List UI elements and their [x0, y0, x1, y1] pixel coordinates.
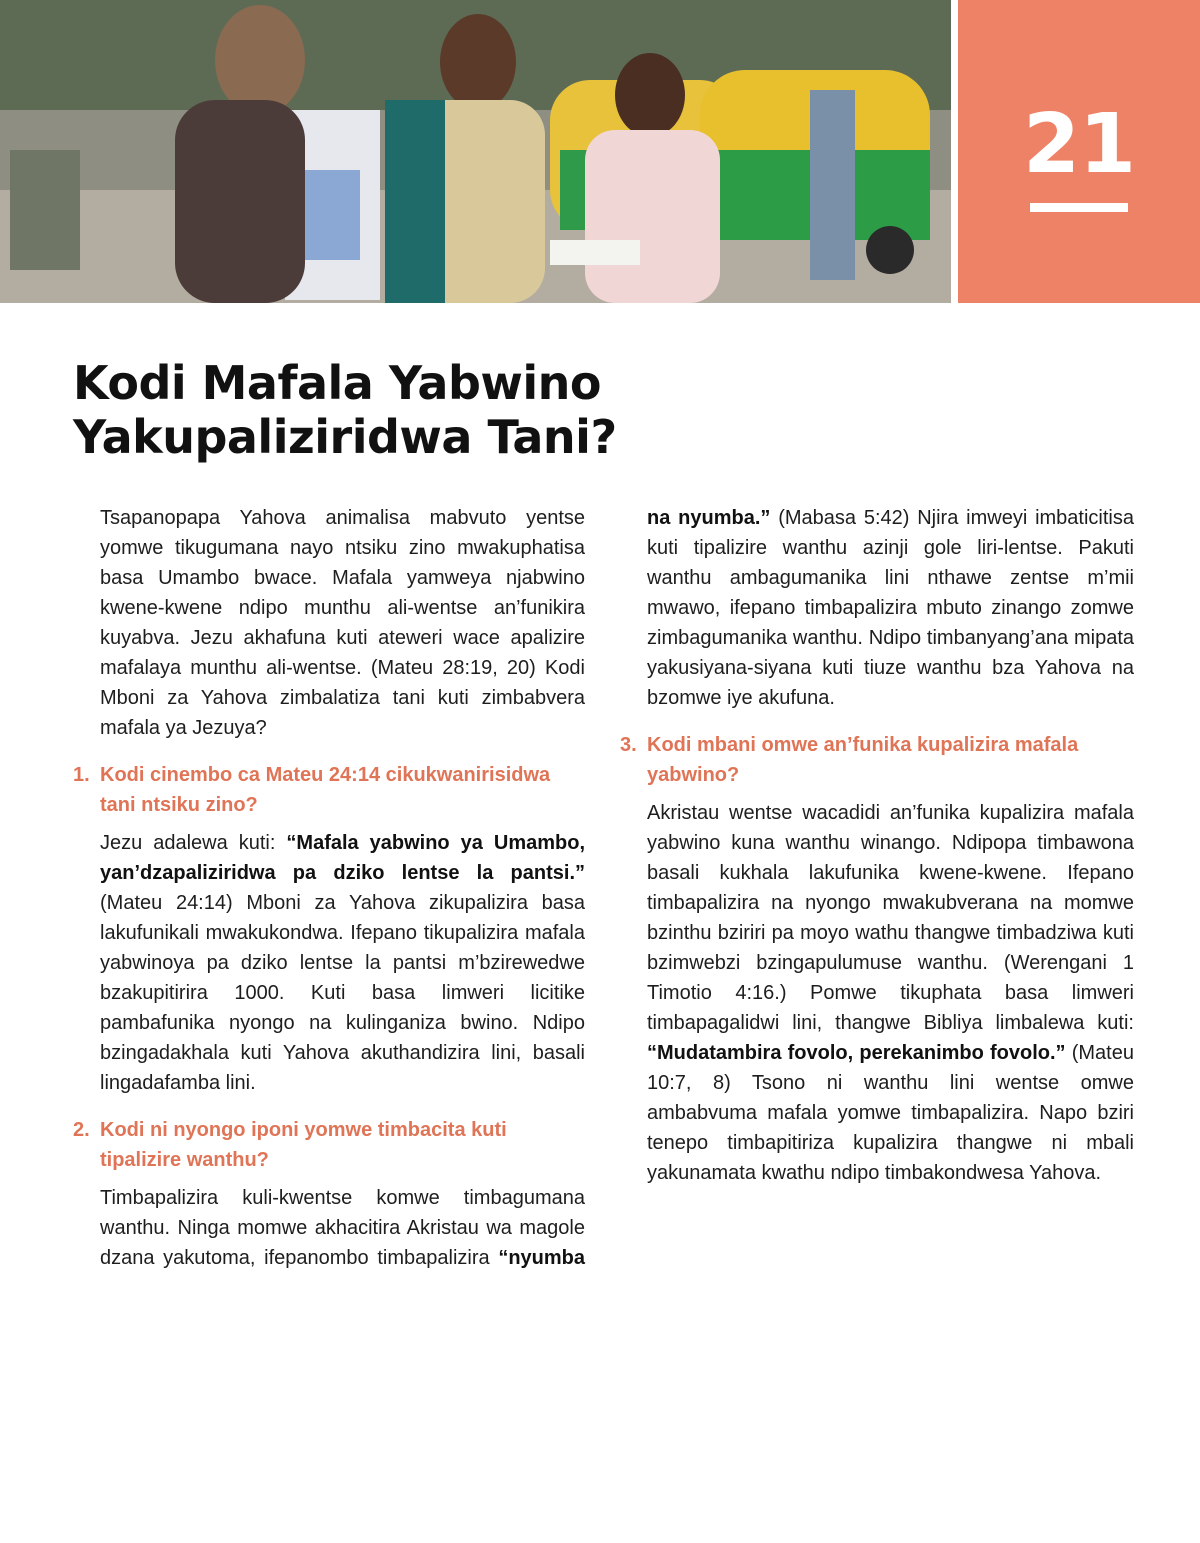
- chapter-badge: [958, 0, 1200, 303]
- scarf: [385, 100, 445, 303]
- answer-3-text-a: Akristau wentse wacadidi an’funika kupalizira mafala yabwino kuna wanthu winango. Ndipopa timbawona basali kukhala lakufunika kwene-kwene. Ifepano timbapalizira na nyongo mwakubverana na momwe bzinthu bziriri pa moyo wathu thangwe timbadziwa kuti bzimwebzi bzingapulumuse wanthu. (Werengani 1 Timotio 4:16.) Pomwe tikuphata basa limweri timbapagalidwi lini, thangwe Bibliya limbalewa kuti:: [647, 802, 1134, 1034]
- question-2-text: Kodi ni nyongo iponi yomwe timbacita kuti tipalizire wanthu?: [100, 1119, 507, 1171]
- person-man: [585, 130, 720, 303]
- answer-1-text-b: (Mateu 24:14) Mboni za Yahova zikupalizira basa lakufunikali mwakukondwa. Ifepano tikupalizira mafala yabwinoya pa dziko lentse la pantsi m’bzirewedwe bzakupitirira 1000. Kuti basa limweri licitike pambafunika nyongo na kulinganiza bwino. Ndipo bzingadakhala kuti Yahova akuthandizira lini, basali lingadafamba lini.: [100, 892, 585, 1094]
- street-scene-image: [0, 0, 951, 303]
- question-2-number: 2.: [73, 1119, 90, 1141]
- question-3: [620, 730, 1134, 790]
- answer-1-text-a: Jezu adalewa kuti:: [100, 832, 287, 854]
- answer-1-quote: “Mafala yabwino ya Umambo, yan’dzapaliziridwa pa dziko lentse la pantsi.”: [100, 832, 585, 884]
- right-column: [620, 503, 1134, 1205]
- answer-1-paragraph: [100, 828, 585, 1098]
- page-title-line-2: Yakupaliziridwa Tani?: [73, 410, 617, 464]
- chapter-number: 21: [1022, 97, 1136, 192]
- answer-2-paragraph-continued: [647, 503, 1134, 713]
- header-photo: [0, 0, 951, 303]
- question-1: [73, 760, 585, 820]
- question-1-number: 1.: [73, 764, 90, 786]
- answer-2-text-b-continued: (Mabasa 5:42) Njira imweyi imbaticitisa kuti tipalizire wanthu azinji gole liri-lentse. Pakuti wanthu ambagumanika lini nthawe zentse m’mii mwawo, ifepano timbapalizira mbuto zinango zomwe zimbagumanika wanthu. Ndipo timbanyang’ana mipata yakusiyana-siyana kuti tiuze wanthu bza Yahova na bzomwe iye akufuna.: [647, 507, 1134, 709]
- answer-2-paragraph: [100, 1183, 585, 1273]
- intro-paragraph: Tsapanopapa Yahova animalisa mabvuto yentse yomwe tikugumana nayo ntsiku zino mwakuphatisa basa Umambo bwace. Mafala yamweya njabwino kwene-kwene ndipo munthu ali-wentse an’funikira kuyabva. Jezu akhafuna kuti ateweri wace apalizire mafalaya munthu ali-wentse. (Mateu 28:19, 20) Kodi Mboni za Yahova zimbalatiza tani kuti zimbabvera mafala ya Jezuya?: [100, 507, 585, 739]
- person-woman-center-head: [440, 14, 516, 110]
- page-title: [73, 356, 633, 464]
- question-2: [73, 1115, 585, 1175]
- answer-2-quote: “nyumba: [498, 1247, 585, 1269]
- poster-image: [300, 170, 360, 260]
- question-3-text: Kodi mbani omwe an’funika kupalizira mafala yabwino?: [647, 734, 1079, 786]
- answer-2-text-a: Timbapalizira kuli-kwentse komwe timbagumana wanthu. Ninga momwe akhacitira Akristau wa magole dzana yakutoma, ifepanombo timbapalizira: [100, 1187, 585, 1269]
- answer-3-quote: “Mudatambira fovolo, perekanimbo fovolo.”: [647, 1042, 1066, 1064]
- rickshaw-right-wheel: [866, 226, 914, 274]
- answer-3-text-b: (Mateu 10:7, 8) Tsono ni wanthu lini wentse omwe ambabvuma mafala yomwe timbapalizira. Napo bziri tenepo timbapitiriza kupalizira thangwe ni mbali yakunamata kwathu ndipo timbakondwesa Yahova.: [647, 1042, 1134, 1184]
- motorcycle: [10, 150, 80, 270]
- left-column: [73, 503, 585, 1290]
- person-woman-left-head: [215, 5, 305, 115]
- answer-3-paragraph: [647, 798, 1134, 1188]
- chapter-underline: [1030, 203, 1128, 212]
- page-title-line-1: Kodi Mafala Yabwino: [73, 356, 602, 410]
- passerby: [810, 90, 855, 280]
- question-1-text: Kodi cinembo ca Mateu 24:14 cikukwanirisidwa tani ntsiku zino?: [100, 764, 551, 816]
- question-3-number: 3.: [620, 734, 637, 756]
- person-man-head: [615, 53, 685, 137]
- person-woman-left: [175, 100, 305, 303]
- open-book: [550, 240, 640, 265]
- answer-2-quote-continued: na nyumba.”: [647, 507, 771, 529]
